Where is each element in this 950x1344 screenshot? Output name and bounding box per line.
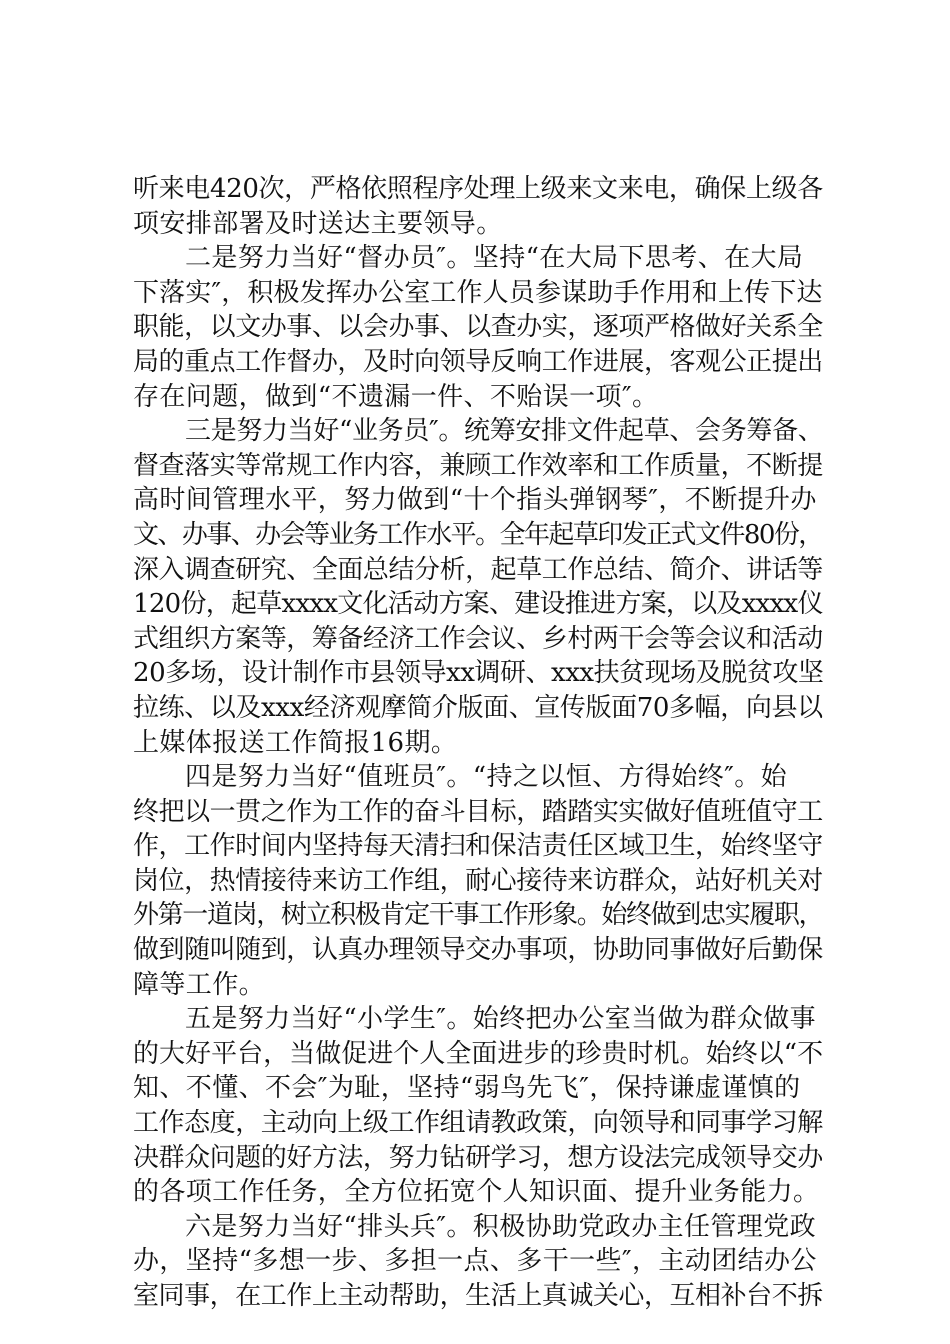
text-line: 办，坚持“多想一步、多担一点、多干一些″，主动团结办公: [133, 1246, 817, 1277]
text-line: 作，工作时间内坚持每天清扫和保洁责任区域卫生，始终坚守: [133, 831, 823, 862]
text-line: 听来电420次，严格依照程序处理上级来文来电，确保上级各: [133, 174, 823, 204]
text-line: 督查落实等常规工作内容，兼顾工作效率和工作质量，不断提: [133, 450, 823, 481]
text-line: 上媒体报送工作简报16期。: [133, 727, 458, 758]
text-line: 终把以一贯之作为工作的奋斗目标，踏踏实实做好值班值守工: [133, 796, 823, 827]
text-line: 六是努力当好“排头兵″。积极协助党政办主任管理党政: [185, 1211, 817, 1242]
text-line: 三是努力当好“业务员″。统筹安排文件起草、会务筹备、: [185, 416, 824, 447]
text-line: 的各项工作任务，全方位拓宽个人知识面、提升业务能力。: [133, 1177, 820, 1208]
text-line: 外第一道岗，树立积极肯定干事工作形象。始终做到忠实履职，: [133, 900, 824, 931]
text-line: 工作态度，主动向上级工作组请教政策，向领导和同事学习解: [133, 1108, 823, 1139]
text-line: 120份，起草xxxx文化活动方案、建设推进方案，以及xxxx仪: [133, 589, 823, 620]
text-line: 文、办事、办会等业务工作水平。全年起草印发正式文件80份，: [133, 519, 823, 550]
text-line: 20多场，设计制作市县领导xx调研、xxx扶贫现场及脱贫攻坚: [133, 658, 824, 689]
text-line: 五是努力当好“小学生″。始终把办公室当做为群众做事: [185, 1004, 817, 1035]
text-line: 式组织方案等，筹备经济工作会议、乡村两干会等会议和活动: [133, 623, 823, 654]
text-line: 的大好平台，当做促进个人全面进步的珍贵时机。始终以“不: [133, 1038, 824, 1069]
text-line: 知、不懂、不会″为耻，坚持“弱鸟先飞″，保持谦虚谨慎的: [133, 1073, 801, 1104]
text-line: 障等工作。: [133, 969, 266, 1000]
text-line: 拉练、以及xxx经济观摩简介版面、宣传版面70多幅，向县以: [133, 692, 823, 723]
text-line: 高时间管理水平，努力做到“十个指头弹钢琴″，不断提升办: [133, 485, 817, 516]
text-line: 岗位，热情接待来访工作组，耐心接待来访群众，站好机关对: [133, 865, 823, 896]
document-body: [133, 172, 823, 1314]
text-line: 项安排部署及时送达主要领导。: [133, 208, 503, 239]
text-line: 局的重点工作督办，及时向领导反响工作进展，客观公正提出: [133, 346, 823, 377]
text-line: 下落实″，积极发挥办公室工作人员参谋助手作用和上传下达: [133, 277, 823, 308]
text-line: 四是努力当好“值班员″。“持之以恒、方得始终″。始: [185, 762, 788, 793]
text-line: 职能，以文办事、以会办事、以查办实，逐项严格做好关系全: [133, 312, 823, 343]
text-line: 决群众问题的好方法，努力钻研学习，想方设法完成领导交办: [133, 1142, 823, 1173]
text-line: 存在问题，做到“不遗漏一件、不贻误一项″。: [133, 381, 659, 412]
text-line: 二是努力当好“督办员″。坚持“在大局下思考、在大局: [185, 243, 804, 274]
text-line: 深入调查研究、全面总结分析，起草工作总结、简介、讲话等: [133, 554, 823, 585]
text-line: 室同事，在工作上主动帮助，生活上真诚关心，互相补台不拆: [133, 1281, 823, 1311]
text-line: 做到随叫随到，认真办理领导交办事项，协助同事做好后勤保: [133, 935, 823, 966]
